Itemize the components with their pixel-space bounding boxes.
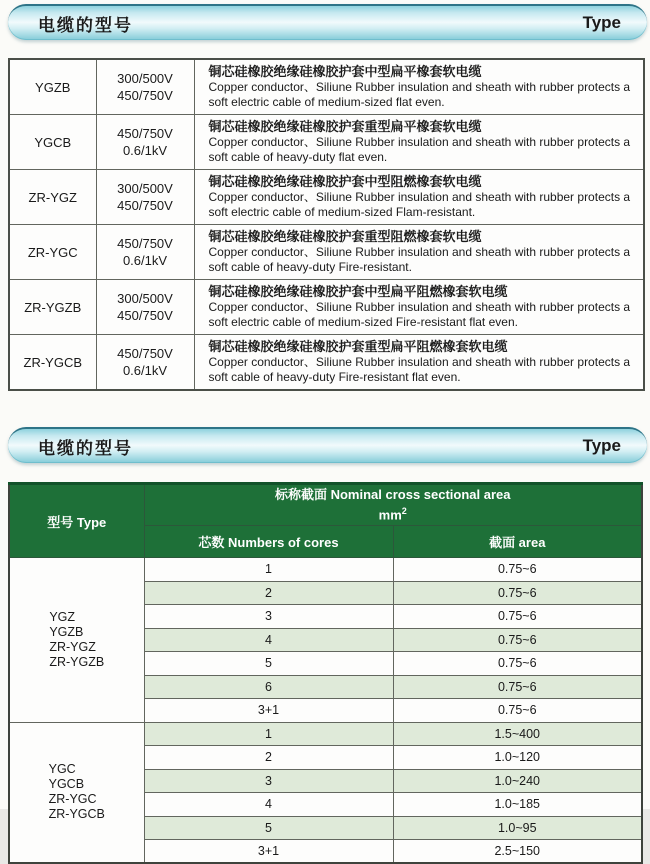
section-1-title-zh: 电缆的型号 [38,15,133,35]
section-2-title-zh: 电缆的型号 [38,438,133,458]
table-row [9,115,644,170]
type-code-cell: ZR-YGC [9,225,96,280]
area-cell: 0.75~6 [393,628,642,652]
voltage-line-2: 450/750V [117,88,173,103]
cores-cell: 1 [144,558,393,582]
cores-cell: 2 [144,581,393,605]
description-en: Copper conductor、Siliune Rubber insulation and sheath with rubber protects a soft cable of heavy-duty Fire-resistant flat even. [208,355,631,384]
type-code: YGCB [48,777,85,792]
voltage-cell [96,280,194,335]
type-group-cell [9,558,144,723]
voltage-line-2: 0.6/1kV [122,253,168,268]
cores-cell: 4 [144,793,393,817]
table-header-row [9,484,642,526]
description-cell [194,225,644,280]
header-area: 截面 area [393,526,642,558]
cores-cell: 3 [144,769,393,793]
cores-cell: 4 [144,628,393,652]
description-cell [194,280,644,335]
area-cell: 0.75~6 [393,652,642,676]
voltage-line-2: 0.6/1kV [122,363,168,378]
section-2-title-en: Type [582,436,621,455]
type-code-cell: YGCB [9,115,96,170]
voltage-line-1: 450/750V [117,126,173,141]
type-code: YGC [48,762,76,777]
description-en: Copper conductor、Siliune Rubber insulation and sheath with rubber protects a soft cable of heavy-duty flat even. [208,135,631,164]
description-cell [194,335,644,391]
cores-cell: 1 [144,722,393,746]
type-code: ZR-YGZB [49,654,105,669]
type-code-cell: ZR-YGZ [9,170,96,225]
type-code-cell: ZR-YGZB [9,280,96,335]
table-row [9,558,642,582]
type-code: ZR-YGZ [49,639,96,654]
voltage-line-2: 450/750V [117,198,173,213]
description-zh: 铜芯硅橡胶绝缘硅橡胶护套重型扁平阻燃橡套软电缆 [208,339,508,354]
type-group-list [49,610,104,670]
table-row [9,722,642,746]
description-en: Copper conductor、Siliune Rubber insulation and sheath with rubber protects a soft electric cable of medium-sized Flam-resistant. [208,190,631,219]
description-cell [194,115,644,170]
type-code-cell: YGZB [9,59,96,115]
type-code: YGZ [49,609,76,624]
area-cell: 1.0~240 [393,769,642,793]
voltage-cell [96,115,194,170]
cores-cell: 2 [144,746,393,770]
type-code: YGZB [49,624,84,639]
voltage-cell [96,170,194,225]
area-cell: 0.75~6 [393,699,642,723]
cable-type-table [8,58,645,391]
type-code: ZR-YGCB [48,807,105,822]
type-code-cell: ZR-YGCB [9,335,96,391]
area-cell: 0.75~6 [393,605,642,629]
area-cell: 1.0~95 [393,816,642,840]
cores-cell: 6 [144,675,393,699]
description-zh: 铜芯硅橡胶绝缘硅橡胶护套中型扁平橡套软电缆 [208,64,482,79]
description-zh: 铜芯硅橡胶绝缘硅橡胶护套重型扁平橡套软电缆 [208,119,482,134]
description-en: Copper conductor、Siliune Rubber insulation and sheath with rubber protects a soft electric cable of medium-sized Fire-resistant flat even. [208,300,631,329]
description-cell [194,170,644,225]
voltage-line-2: 450/750V [117,308,173,323]
header-nominal-label: 标称截面 Nominal cross sectional area [274,487,511,503]
area-cell: 0.75~6 [393,581,642,605]
description-zh: 铜芯硅橡胶绝缘硅橡胶护套重型阻燃橡套软电缆 [208,229,482,244]
section-1-header-bar [8,4,647,40]
table-row [9,59,644,115]
description-cell [194,59,644,115]
description-zh: 铜芯硅橡胶绝缘硅橡胶护套中型阻燃橡套软电缆 [208,174,482,189]
area-cell: 2.5~150 [393,840,642,864]
table-row [9,225,644,280]
voltage-cell [96,225,194,280]
section-2-header-band [0,391,650,463]
cores-cell: 3+1 [144,699,393,723]
cores-cell: 5 [144,652,393,676]
description-zh: 铜芯硅橡胶绝缘硅橡胶护套中型扁平阻燃橡套软电缆 [208,284,508,299]
table-row [9,280,644,335]
section-1-header-band [0,0,650,40]
voltage-cell [96,59,194,115]
section-2-header-bar [8,427,647,463]
area-cell: 1.0~120 [393,746,642,770]
area-cell: 1.5~400 [393,722,642,746]
voltage-cell [96,335,194,391]
voltage-line-1: 300/500V [117,291,173,306]
header-type: 型号 Type [9,484,144,558]
table-row [9,170,644,225]
type-code: ZR-YGC [48,792,97,807]
cores-cell: 5 [144,816,393,840]
type-group-list [49,762,105,822]
description-en: Copper conductor、Siliune Rubber insulation and sheath with rubber protects a soft cable of heavy-duty Fire-resistant. [208,245,631,274]
area-cell: 0.75~6 [393,675,642,699]
table-row [9,335,644,391]
voltage-line-1: 300/500V [117,181,173,196]
cross-section-table [8,482,643,864]
header-unit: mm [378,507,402,523]
voltage-line-1: 450/750V [117,236,173,251]
description-en: Copper conductor、Siliune Rubber insulation and sheath with rubber protects a soft electric cable of medium-sized flat even. [208,80,631,109]
area-cell: 0.75~6 [393,558,642,582]
voltage-line-1: 300/500V [117,71,173,86]
voltage-line-2: 0.6/1kV [122,143,168,158]
header-nominal-area [144,484,642,526]
header-unit-sup: 2 [401,506,407,517]
section-1-title-en: Type [582,13,621,32]
cores-cell: 3 [144,605,393,629]
header-cores: 芯数 Numbers of cores [144,526,393,558]
cores-cell: 3+1 [144,840,393,864]
type-group-cell [9,722,144,863]
voltage-line-1: 450/750V [117,346,173,361]
area-cell: 1.0~185 [393,793,642,817]
